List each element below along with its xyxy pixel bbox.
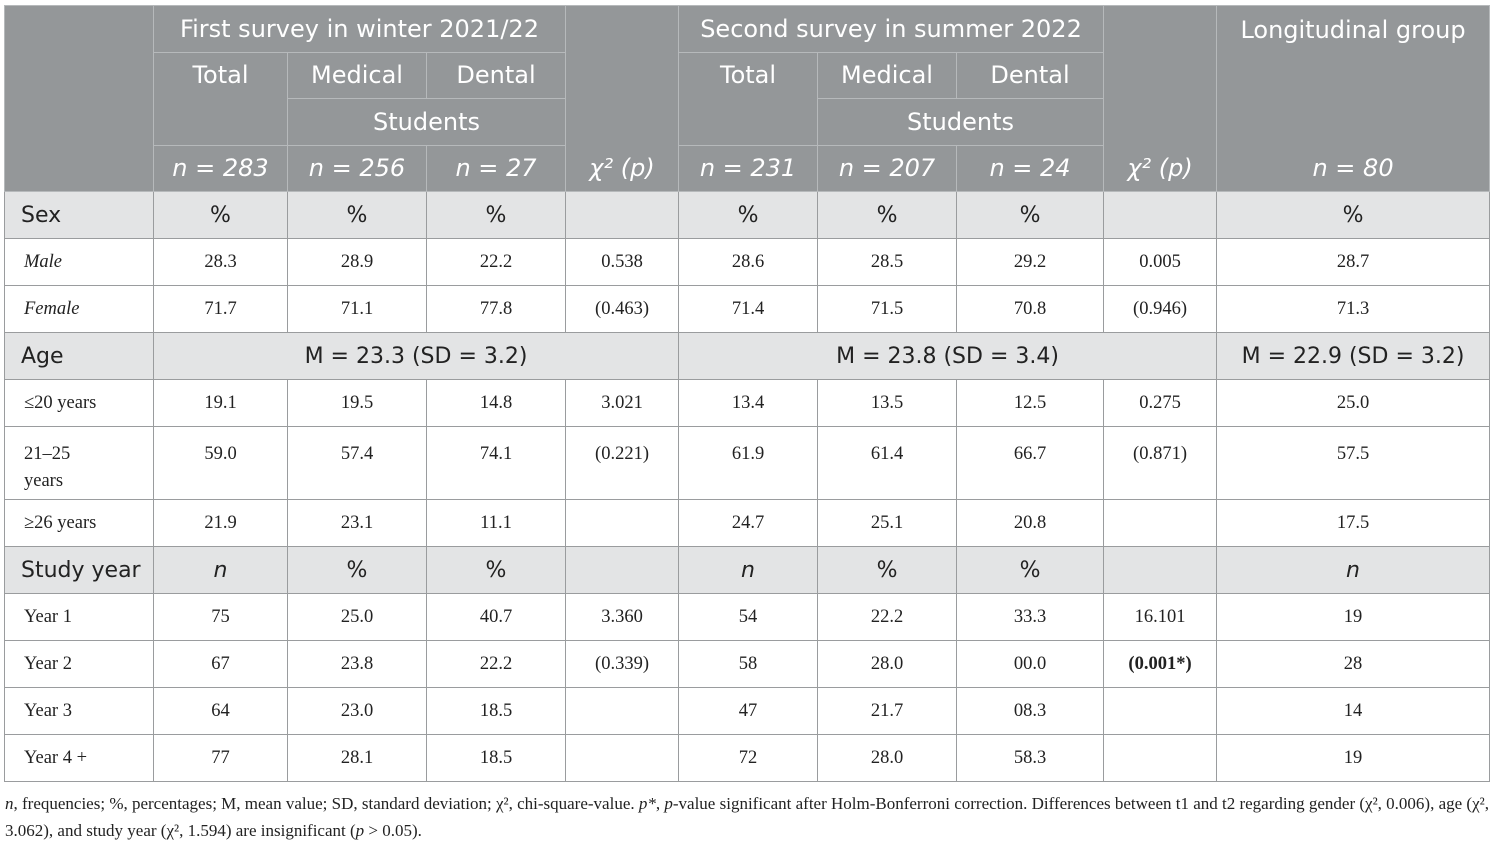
chi2-header-blank <box>1104 6 1217 146</box>
table-cell: (0.221) <box>566 427 679 500</box>
unit-cell <box>1104 547 1217 594</box>
unit-cell: % <box>288 192 427 239</box>
table-cell: 58.3 <box>957 735 1104 782</box>
table-cell: 21.7 <box>818 688 957 735</box>
footnote-part: p* <box>638 794 656 813</box>
table-cell: 19 <box>1217 735 1490 782</box>
table-cell: 22.2 <box>818 594 957 641</box>
table-cell: 47 <box>679 688 818 735</box>
table-cell: 25.0 <box>288 594 427 641</box>
unit-cell: n <box>154 547 288 594</box>
n-longitudinal: n = 80 <box>1217 145 1490 192</box>
section-row-study-year <box>5 547 1490 594</box>
table-cell: 66.7 <box>957 427 1104 500</box>
table-cell <box>566 500 679 547</box>
table-cell: 28.0 <box>818 735 957 782</box>
table-cell: 24.7 <box>679 500 818 547</box>
footnote-part: > 0.05). <box>364 821 422 840</box>
n-s2-dental: n = 24 <box>957 145 1104 192</box>
table-cell: 25.1 <box>818 500 957 547</box>
table-cell: 20.8 <box>957 500 1104 547</box>
table-cell: 12.5 <box>957 380 1104 427</box>
footnote-part: n <box>5 794 14 813</box>
table-row-year-2 <box>5 641 1490 688</box>
unit-cell: n <box>679 547 818 594</box>
table-cell: 22.2 <box>427 641 566 688</box>
table-cell: 21.9 <box>154 500 288 547</box>
s1-medical-header: Medical <box>288 52 427 99</box>
table-cell: 77 <box>154 735 288 782</box>
unit-cell: % <box>679 192 818 239</box>
s2-total-header: Total <box>679 52 818 145</box>
n-s1-medical: n = 256 <box>288 145 427 192</box>
chi1-header-blank <box>566 6 679 146</box>
footnote-part: , frequencies; %, percentages; M, mean value; SD, standard deviation; χ², chi-square-value. <box>13 794 639 813</box>
table-cell: 77.8 <box>427 286 566 333</box>
row-label: ≥26 years <box>5 500 154 547</box>
unit-cell: % <box>427 547 566 594</box>
table-cell: 54 <box>679 594 818 641</box>
table-row-year-4 <box>5 735 1490 782</box>
unit-cell: % <box>288 547 427 594</box>
table-cell: 33.3 <box>957 594 1104 641</box>
table-cell: 3.021 <box>566 380 679 427</box>
table-cell: 13.5 <box>818 380 957 427</box>
s1-dental-header: Dental <box>427 52 566 99</box>
longitudinal-header: Longitudinal group <box>1217 6 1490 146</box>
section-label-study-year: Study year <box>5 547 154 594</box>
unit-cell: n <box>1217 547 1490 594</box>
s2-medical-header: Medical <box>818 52 957 99</box>
table-row-year-1 <box>5 594 1490 641</box>
table-container <box>4 5 1489 782</box>
table-cell: 64 <box>154 688 288 735</box>
table-row-age-26 <box>5 500 1490 547</box>
section-label-sex: Sex <box>5 192 154 239</box>
header-corner <box>5 6 154 192</box>
unit-cell: % <box>957 192 1104 239</box>
table-cell: 14 <box>1217 688 1490 735</box>
table-cell: 08.3 <box>957 688 1104 735</box>
table-row-year-3 <box>5 688 1490 735</box>
table-cell: 11.1 <box>427 500 566 547</box>
table-cell: 71.5 <box>818 286 957 333</box>
unit-cell: % <box>957 547 1104 594</box>
table-cell: 23.0 <box>288 688 427 735</box>
table-cell: 28.7 <box>1217 239 1490 286</box>
survey2-header: Second survey in summer 2022 <box>679 6 1104 53</box>
table-cell: 13.4 <box>679 380 818 427</box>
unit-cell: % <box>818 192 957 239</box>
table-row-female <box>5 286 1490 333</box>
footnote-part: p <box>355 821 365 840</box>
table-cell: 3.360 <box>566 594 679 641</box>
n-s2-medical: n = 207 <box>818 145 957 192</box>
unit-cell: % <box>427 192 566 239</box>
survey1-header: First survey in winter 2021/22 <box>154 6 566 53</box>
table-cell: 19.1 <box>154 380 288 427</box>
table-cell: 16.101 <box>1104 594 1217 641</box>
table-cell: (0.339) <box>566 641 679 688</box>
table-cell: (0.946) <box>1104 286 1217 333</box>
table-cell <box>1104 735 1217 782</box>
unit-cell: % <box>1217 192 1490 239</box>
age-mean-survey2: M = 23.8 (SD = 3.4) <box>679 333 1217 380</box>
table-cell: (0.871) <box>1104 427 1217 500</box>
n-s1-total: n = 283 <box>154 145 288 192</box>
table-cell: 28.9 <box>288 239 427 286</box>
age-mean-survey1: M = 23.3 (SD = 3.2) <box>154 333 679 380</box>
s1-total-header: Total <box>154 52 288 145</box>
chi1-header: χ² (p) <box>566 145 679 192</box>
table-cell: 71.4 <box>679 286 818 333</box>
row-label: Year 1 <box>5 594 154 641</box>
table-cell: 28.6 <box>679 239 818 286</box>
row-label: 21–25 years <box>5 427 154 500</box>
table-cell: 57.5 <box>1217 427 1490 500</box>
table-cell: 28.5 <box>818 239 957 286</box>
table-cell <box>566 688 679 735</box>
table-cell: 57.4 <box>288 427 427 500</box>
header-row-4 <box>5 145 1490 192</box>
header-row-1 <box>5 6 1490 53</box>
row-label: Male <box>5 239 154 286</box>
table-cell: 71.7 <box>154 286 288 333</box>
s1-students-header: Students <box>288 99 566 146</box>
table-cell: 14.8 <box>427 380 566 427</box>
table-cell: 0.538 <box>566 239 679 286</box>
table-row-age-20 <box>5 380 1490 427</box>
row-label: Year 2 <box>5 641 154 688</box>
table-cell: 23.8 <box>288 641 427 688</box>
demographics-table <box>4 5 1490 782</box>
table-cell: 19 <box>1217 594 1490 641</box>
table-cell: 0.005 <box>1104 239 1217 286</box>
footnote-part: -value significant after Holm-Bonferroni correction. Differences between t1 and t2 regarding gender (χ², 0.006), age (χ², 3.062), and study year (χ², 1.594) are insignificant ( <box>5 794 1489 840</box>
table-cell: 40.7 <box>427 594 566 641</box>
table-cell: 19.5 <box>288 380 427 427</box>
table-cell: 28.1 <box>288 735 427 782</box>
table-cell: 61.4 <box>818 427 957 500</box>
row-label: Female <box>5 286 154 333</box>
unit-cell <box>566 192 679 239</box>
table-cell <box>566 735 679 782</box>
table-cell: 28 <box>1217 641 1490 688</box>
table-row-male <box>5 239 1490 286</box>
row-label: Year 4 + <box>5 735 154 782</box>
table-cell: 67 <box>154 641 288 688</box>
row-label: ≤20 years <box>5 380 154 427</box>
table-cell: 58 <box>679 641 818 688</box>
table-cell-significant: (0.001*) <box>1104 641 1217 688</box>
table-cell: 28.3 <box>154 239 288 286</box>
table-cell: 28.0 <box>818 641 957 688</box>
table-footnote <box>5 790 1489 844</box>
table-cell: 22.2 <box>427 239 566 286</box>
table-cell: 59.0 <box>154 427 288 500</box>
table-cell: 29.2 <box>957 239 1104 286</box>
table-cell: 0.275 <box>1104 380 1217 427</box>
table-cell: 18.5 <box>427 688 566 735</box>
n-s1-dental: n = 27 <box>427 145 566 192</box>
unit-cell: % <box>154 192 288 239</box>
unit-cell: % <box>818 547 957 594</box>
section-row-age <box>5 333 1490 380</box>
table-cell: 61.9 <box>679 427 818 500</box>
row-label: Year 3 <box>5 688 154 735</box>
section-row-sex <box>5 192 1490 239</box>
s2-dental-header: Dental <box>957 52 1104 99</box>
table-cell: 18.5 <box>427 735 566 782</box>
table-cell <box>1104 688 1217 735</box>
table-cell <box>1104 500 1217 547</box>
age-mean-longitudinal: M = 22.9 (SD = 3.2) <box>1217 333 1490 380</box>
chi2-header: χ² (p) <box>1104 145 1217 192</box>
s2-students-header: Students <box>818 99 1104 146</box>
footnote-part: , <box>655 794 665 813</box>
table-cell: (0.463) <box>566 286 679 333</box>
table-cell: 71.1 <box>288 286 427 333</box>
table-cell: 72 <box>679 735 818 782</box>
n-s2-total: n = 231 <box>679 145 818 192</box>
table-cell: 75 <box>154 594 288 641</box>
table-cell: 71.3 <box>1217 286 1490 333</box>
unit-cell <box>1104 192 1217 239</box>
section-label-age: Age <box>5 333 154 380</box>
table-row-age-21-25 <box>5 427 1490 500</box>
table-cell: 00.0 <box>957 641 1104 688</box>
unit-cell <box>566 547 679 594</box>
table-cell: 74.1 <box>427 427 566 500</box>
table-cell: 25.0 <box>1217 380 1490 427</box>
table-cell: 23.1 <box>288 500 427 547</box>
table-cell: 17.5 <box>1217 500 1490 547</box>
footnote-part: p <box>664 794 673 813</box>
table-cell: 70.8 <box>957 286 1104 333</box>
